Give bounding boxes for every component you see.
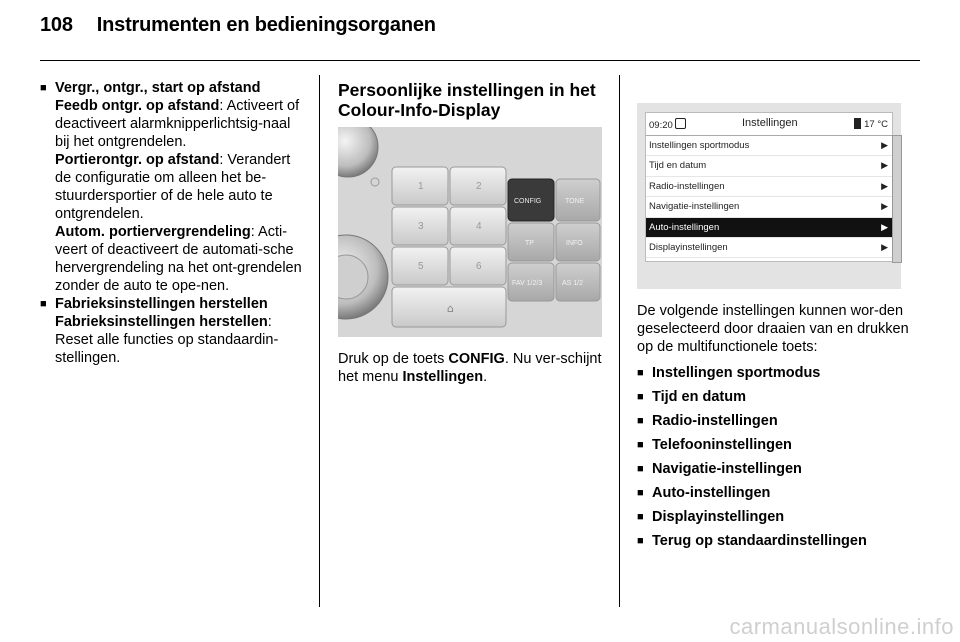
paragraph xyxy=(40,313,308,367)
button-label-2: 2 xyxy=(476,181,482,192)
tp-label: TP xyxy=(525,240,534,247)
clock-icon xyxy=(675,118,686,129)
text-run: . xyxy=(483,369,488,385)
menu-item-label: Tijd en datum xyxy=(649,160,707,172)
menu-item-label: Navigatie-instellingen xyxy=(649,201,740,213)
config-term: CONFIG xyxy=(448,351,505,367)
menu-item-label: Instellingen sportmodus xyxy=(649,140,750,151)
temperature-value: 17 °C xyxy=(864,119,888,130)
tone-label: TONE xyxy=(565,198,585,205)
chevron-right-icon: ▶ xyxy=(881,221,888,232)
menu-item[interactable] xyxy=(646,156,892,176)
button-label-5: 5 xyxy=(418,261,424,272)
settings-bullet: ■ Terug op standaardinstellingen xyxy=(637,532,909,550)
chevron-right-icon: ▶ xyxy=(881,201,888,212)
display-top-bar xyxy=(646,113,892,136)
text-run: Druk op de toets xyxy=(338,351,449,367)
page-title: Instrumenten en bedieningsorganen xyxy=(96,14,436,36)
info-label: INFO xyxy=(566,240,583,247)
control-panel-illustration xyxy=(338,127,602,337)
button-label-6: 6 xyxy=(476,261,482,272)
display-scrollbar[interactable] xyxy=(892,135,902,263)
term-text: : Reset alle functies op standaardin-stellingen. xyxy=(55,314,279,366)
menu-item-label: Radio-instellingen xyxy=(649,180,725,192)
settings-bullet: ■ Displayinstellingen xyxy=(637,508,909,526)
menu-item[interactable] xyxy=(646,197,892,217)
menu-item[interactable] xyxy=(646,136,892,156)
settings-bullet: ■ Auto-instellingen xyxy=(637,484,909,502)
text-run: . Nu ver-schijnt het menu xyxy=(338,351,602,385)
thermometer-icon xyxy=(854,118,861,129)
chevron-right-icon: ▶ xyxy=(881,180,888,191)
term: Fabrieksinstellingen herstellen xyxy=(55,314,268,330)
bullet-heading: ■ Fabrieksinstellingen herstellen xyxy=(40,295,308,313)
header-rule xyxy=(40,60,920,61)
bullet-heading: ■ Vergr., ontgr., start op afstand xyxy=(40,79,308,97)
menu-item[interactable] xyxy=(646,238,892,258)
column-3-text xyxy=(637,302,909,556)
term: Feedb ontgr. op afstand xyxy=(55,98,220,114)
term-text: : Verandert de configuratie om alleen het be-stuurdersportier of de hele auto te ontgrendelen. xyxy=(55,152,291,222)
settings-bullet: ■ Instellingen sportmodus xyxy=(637,364,909,382)
button-label-3: 3 xyxy=(418,221,424,232)
paragraph xyxy=(40,223,308,295)
column-divider-1 xyxy=(319,75,320,607)
clock-time: 09:20 xyxy=(649,120,673,131)
display-title: Instellingen xyxy=(742,117,798,129)
menu-item-selected[interactable] xyxy=(646,218,892,238)
settings-bullet: ■ Telefooninstellingen xyxy=(637,436,909,454)
watermark: carmanualsonline.info xyxy=(729,614,954,639)
term: Autom. portiervergrendeling xyxy=(55,224,251,240)
section-title: Persoonlijke instellingen in het Colour-Info-Display xyxy=(338,80,596,120)
column-divider-2 xyxy=(619,75,620,607)
temperature xyxy=(854,118,888,130)
control-panel-photo xyxy=(338,127,602,337)
home-icon: ⌂ xyxy=(447,302,454,315)
column-2-text xyxy=(338,350,606,386)
page-header xyxy=(40,14,436,37)
settings-bullet: ■ Radio-instellingen xyxy=(637,412,909,430)
display-screen xyxy=(645,112,893,262)
config-label: CONFIG xyxy=(514,198,542,205)
paragraph xyxy=(40,151,308,223)
chevron-right-icon: ▶ xyxy=(881,140,888,150)
button-label-1: 1 xyxy=(418,181,424,192)
column-2 xyxy=(338,80,606,120)
paragraph xyxy=(40,97,308,151)
term-text: : Activeert of deactiveert alarmknipperlichtsig-naal bij het ontgrendelen. xyxy=(55,98,300,150)
menu-item-label: Displayinstellingen xyxy=(649,241,728,253)
term: Portierontgr. op afstand xyxy=(55,152,220,168)
config-instruction xyxy=(338,350,606,386)
as-label: AS 1/2 xyxy=(562,280,584,287)
fav-label: FAV 1/2/3 xyxy=(512,280,543,287)
term-text: : Acti-veert of deactiveert de automati-sche hervergrendeling na het ont-grendelen zonder de auto te ope-nen. xyxy=(55,224,302,294)
clock xyxy=(649,118,686,131)
display-screenshot xyxy=(637,103,901,289)
page-number: 108 xyxy=(40,14,73,36)
intro-paragraph: De volgende instellingen kunnen wor-den geselecteerd door draaien van en drukken op de multifunctionele toets: xyxy=(637,303,909,355)
column-1 xyxy=(40,79,308,367)
settings-bullet: ■ Navigatie-instellingen xyxy=(637,460,909,478)
chevron-right-icon: ▶ xyxy=(881,160,888,171)
chevron-right-icon: ▶ xyxy=(881,241,888,252)
menu-item[interactable] xyxy=(646,177,892,197)
button-label-4: 4 xyxy=(476,221,482,232)
menu-item-label: Auto-instellingen xyxy=(649,221,720,233)
settings-bullet: ■ Tijd en datum xyxy=(637,388,909,406)
instellingen-term: Instellingen xyxy=(402,369,484,385)
